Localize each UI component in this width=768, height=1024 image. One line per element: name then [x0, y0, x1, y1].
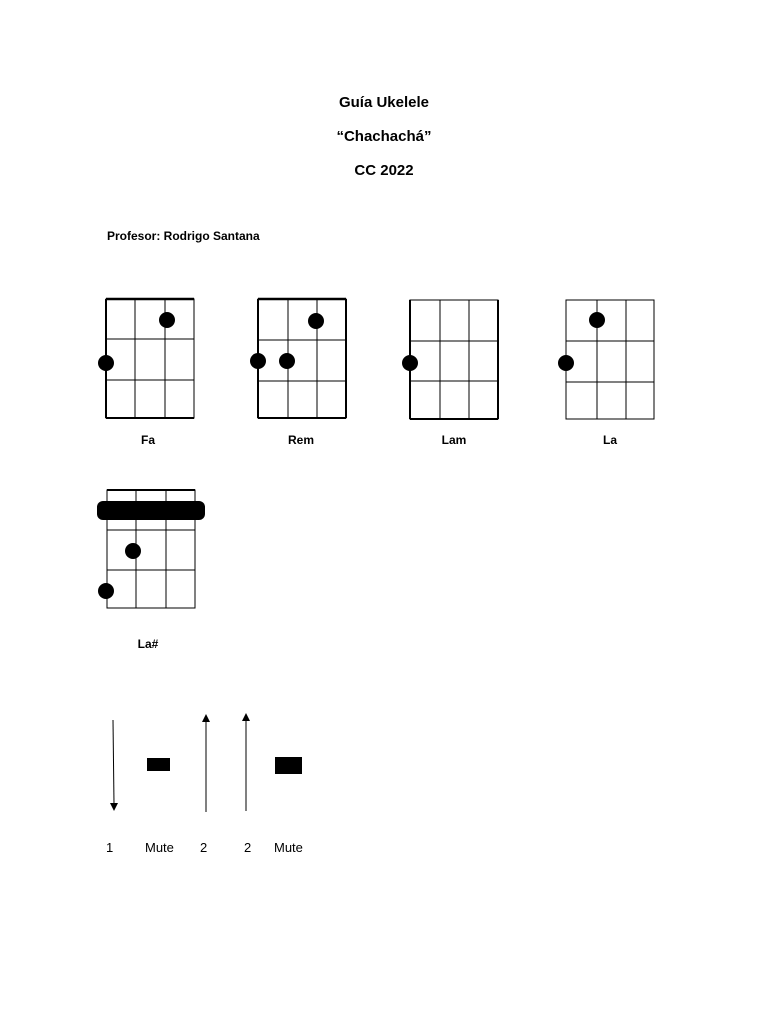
finger-dot [98, 583, 114, 599]
finger-dot [159, 312, 175, 328]
chord-diagram-la [558, 300, 654, 419]
finger-dot [98, 355, 114, 371]
chord-label-la: La [602, 433, 617, 447]
chord-label-la-sharp: La# [137, 637, 159, 651]
up-arrow-icon [242, 713, 250, 811]
chord-label-fa: Fa [140, 433, 155, 447]
finger-dot [402, 355, 418, 371]
page-title: Guía Ukelele [338, 94, 430, 111]
chord-diagram-fa [98, 299, 194, 418]
strum-label: 2 [244, 840, 252, 855]
up-arrow-icon [202, 714, 210, 812]
course-label: CC 2022 [354, 162, 414, 179]
finger-dot [308, 313, 324, 329]
strum-label: Mute [145, 840, 174, 855]
strum-pattern [110, 713, 302, 812]
strum-label: 2 [200, 840, 208, 855]
strum-label: 1 [106, 840, 114, 855]
down-arrow-icon [110, 720, 118, 811]
finger-dot [250, 353, 266, 369]
teacher-name: Profesor: Rodrigo Santana [107, 229, 260, 243]
finger-dot [125, 543, 141, 559]
chord-diagram-rem [250, 299, 346, 418]
chord-diagram-la-sharp [97, 490, 205, 608]
finger-dot [558, 355, 574, 371]
chord-label-rem: Rem [287, 433, 314, 447]
mute-icon [147, 758, 170, 771]
barre-bar [97, 501, 205, 520]
strum-label: Mute [274, 840, 303, 855]
chord-label-lam: Lam [441, 433, 467, 447]
chord-diagram-lam [402, 300, 498, 419]
finger-dot [279, 353, 295, 369]
song-title: “Chachachá” [336, 128, 432, 145]
finger-dot [589, 312, 605, 328]
mute-icon [275, 757, 302, 774]
